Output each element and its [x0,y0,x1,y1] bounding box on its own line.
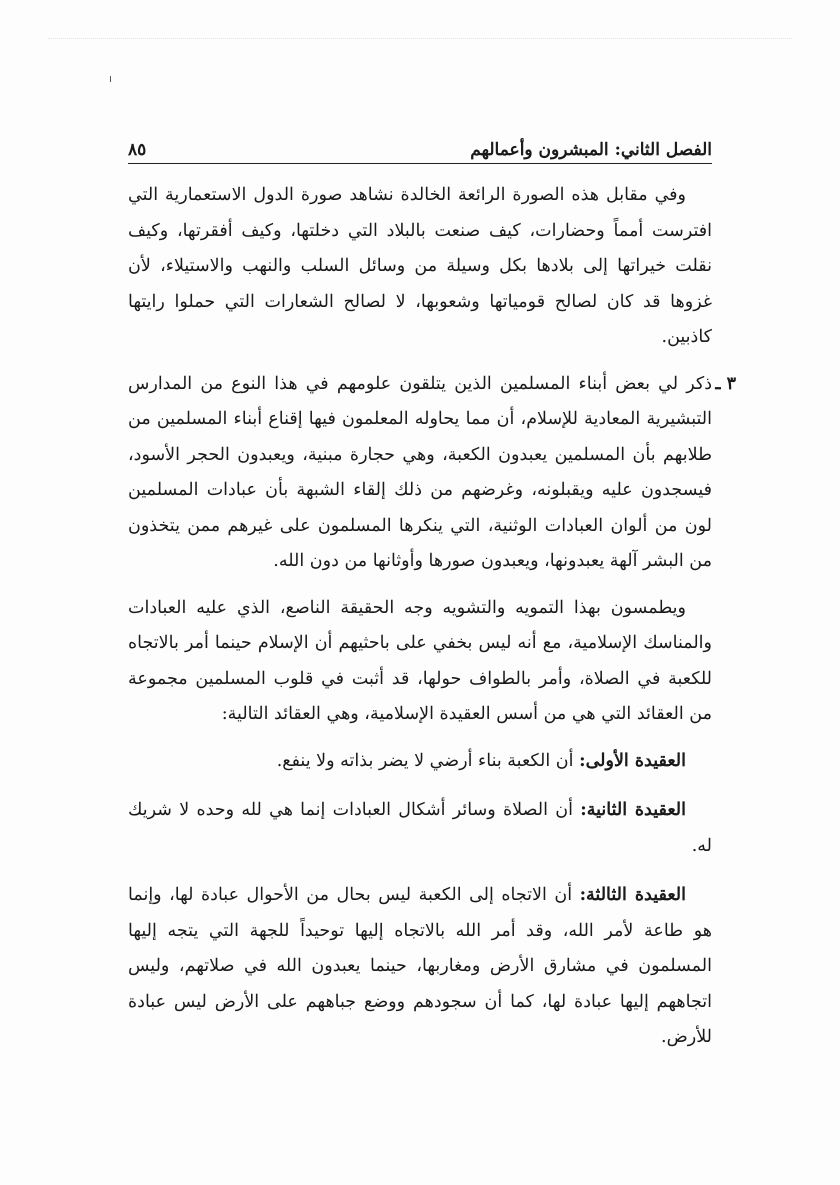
running-header [128,126,712,160]
paragraph-distortion: ويطمسون بهذا التمويه والتشويه وجه الحقيقة الناصع، الذي عليه العبادات والمناسك الإسلامية، مع أنه ليس بخفي على باحثيهم أن الإسلام حينما أمر بالاتجاه للكعبة في الصلاة، وأمر بالطواف حولها، قد أثبت في قلوب المسلمين مجموعة من العقائد التي هي من أسس العقيدة الإسلامية، وهي العقائد التالية: [128,597,712,724]
paragraph-text: ذكر لي بعض أبناء المسلمين الذين يتلقون علومهم في هذا النوع من المدارس التبشيرية المعادية للإسلام، أن مما يحاوله المعلمون فيها إقناع أبناء المسلمين من طلابهم بأن المسلمين يعبدون الكعبة، وهي حجارة مبنية، ويعبدون الحجر الأسود، فيسجدون عليه ويقبلونه، وغرضهم من ذلك إلقاء الشبهة بأن عبادات المسلمين لون من ألوان العبادات الوثنية، التي ينكرها المسلمون على غيرهم ممن يتخذون من البشر آلهة يعبدونها، ويعبدون صورها وأوثانها من دون الله. [128,373,712,571]
creed-second [128,793,712,864]
creed-label: العقيدة الثانية: [580,800,686,820]
creed-text: أن الصلاة وسائر أشكال العبادات إنما هي لله وحده لا شريك له. [128,800,712,856]
paragraph-numbered-3 [128,367,736,580]
creed-label: العقيدة الثالثة: [579,885,686,905]
creed-text: أن الكعبة بناء أرضي لا يضر بذاته ولا ينفع. [276,750,574,771]
page-body [128,178,736,1070]
header-rule [128,163,712,164]
page-edge-dots [48,38,792,39]
list-number: ٣ ـ [715,373,736,394]
creed-first [128,744,712,780]
chapter-title: الفصل الثاني: المبشرون وأعمالهم [470,140,712,160]
creed-label: العقيدة الأولى: [579,750,686,771]
scan-speck [110,76,111,82]
page-number: ٨٥ [128,140,147,160]
paragraph-colonial-states: وفي مقابل هذه الصورة الرائعة الخالدة نشاهد صورة الدول الاستعمارية التي افترست أمماً وحضارات، كيف صنعت بالبلاد التي دخلتها، وكيف أفقرتها، وكيف نقلت خيراتها إلى بلادها بكل وسيلة من وسائل السلب والنهب والاستيلاء، لأن غزوها قد كان لصالح قومياتها وشعوبها، لا لصالح الشعارات التي حملوا رايتها كاذبين. [128,185,712,347]
creed-third [128,878,712,1056]
creed-text: أن الاتجاه إلى الكعبة ليس بحال من الأحوال عبادة لها، وإنما هو طاعة لأمر الله، وقد أمر الله بالاتجاه إليها توحيداً للجهة التي يتجه إليها المسلمون في مشارق الأرض ومغاربها، حينما يعبدون الله في صلاتهم، وليس اتجاههم إليها عبادة لها، كما أن سجودهم ووضع جباههم على الأرض ليس عبادة للأرض. [128,885,712,1047]
